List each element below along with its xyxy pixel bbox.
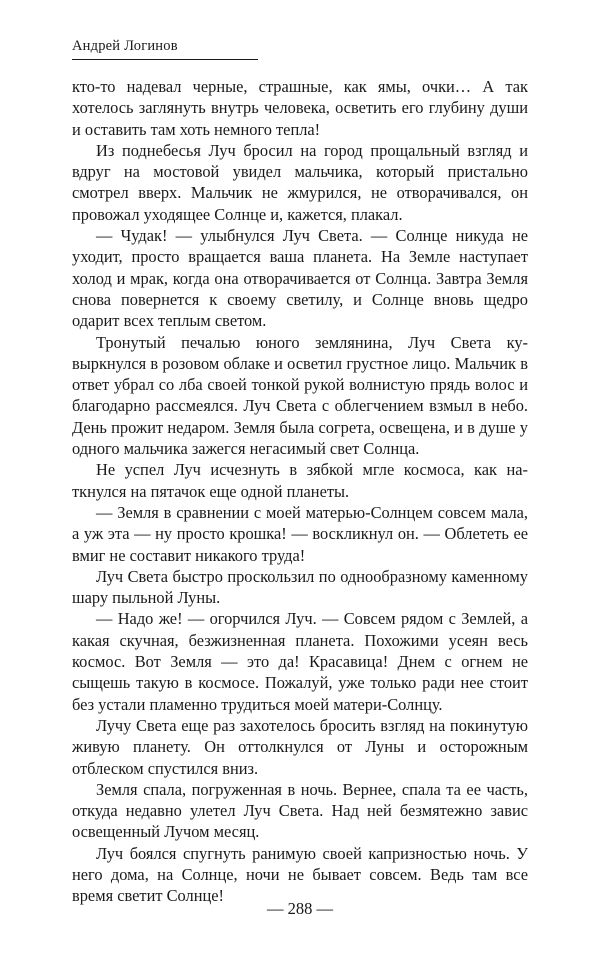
- paragraph: Луч Света быстро проскользил по однообразному каменному шару пыльной Луны.: [72, 566, 528, 608]
- paragraph: Луч боялся спугнуть ранимую своей капризностью ночь. У него дома, на Солнце, ночи не бывает совсем. Ведь там все время светит Солнце!: [72, 843, 528, 906]
- running-header-author: Андрей Логинов: [72, 38, 178, 54]
- body-text: [72, 76, 528, 907]
- paragraph: Из поднебесья Луч бросил на город прощальный взгляд и вдруг на мостовой увидел мальчика, который пристально смотрел вверх. Мальчик не жмурился, не отворачивался, он провожал уходящее Солнце и, кажется, плакал.: [72, 140, 528, 224]
- paragraph: Лучу Света еще раз захотелось бросить взгляд на покинутую живую планету. Он оттолкнулся от Луны и осторожным отблеском спустился вниз.: [72, 715, 528, 778]
- paragraph: Не успел Луч исчезнуть в зябкой мгле космоса, как наткнулся на пятачок еще одной планеты.: [72, 460, 528, 501]
- header-rule: [72, 59, 258, 60]
- paragraph: Тронутый печалью юного землянина, Луч Света кувыркнулся в розовом облаке и осветил грустное лицо. Мальчик в ответ убрал со лба своей тонкой рукой волнистую прядь волос и благодарно рассмеялся. Луч Света с облегчением взмыл в небо. День прожит недаром. Земля была согрета, освещена, и в душе у одного мальчика зажегся негасимый свет Солнца.: [72, 332, 528, 459]
- paragraph: — Надо же! — огорчился Луч. — Совсем рядом с Землей, а какая скучная, безжизненная планета. Похожими усеян весь космос. Вот Земля — это да! Красавица! Днем с огнем не сыщешь такую в космосе. Пожалуй, уже только ради нее стоит без устали пламенно трудиться моей матери-Солнцу.: [72, 609, 528, 714]
- paragraph: Земля спала, погруженная в ночь. Вернее, спала та ее часть, откуда недавно улетел Луч Света. Над ней безмятежно завис освещенный Лучом месяц.: [72, 779, 528, 842]
- paragraph: — Чудак! — улыбнулся Луч Света. — Солнце никуда не уходит, просто вращается ваша планета. На Земле наступает холод и мрак, когда она отворачивается от Солнца. Завтра Земля снова повернется к своему светилу, и Солнце вновь щедро одарит всех теплым светом.: [72, 226, 528, 331]
- page-number: — 288 —: [267, 899, 333, 918]
- paragraph: кто-то надевал черные, страшные, как ямы, очки… А так хотелось заглянуть внутрь человека, осветить его глубину души и оставить там хоть немного тепла!: [72, 77, 528, 139]
- paragraph: — Земля в сравнении с моей матерью-Солнцем совсем мала, а уж эта — ну просто крошка! — воскликнул он. — Облететь ее вмиг не составит никакого труда!: [72, 502, 528, 565]
